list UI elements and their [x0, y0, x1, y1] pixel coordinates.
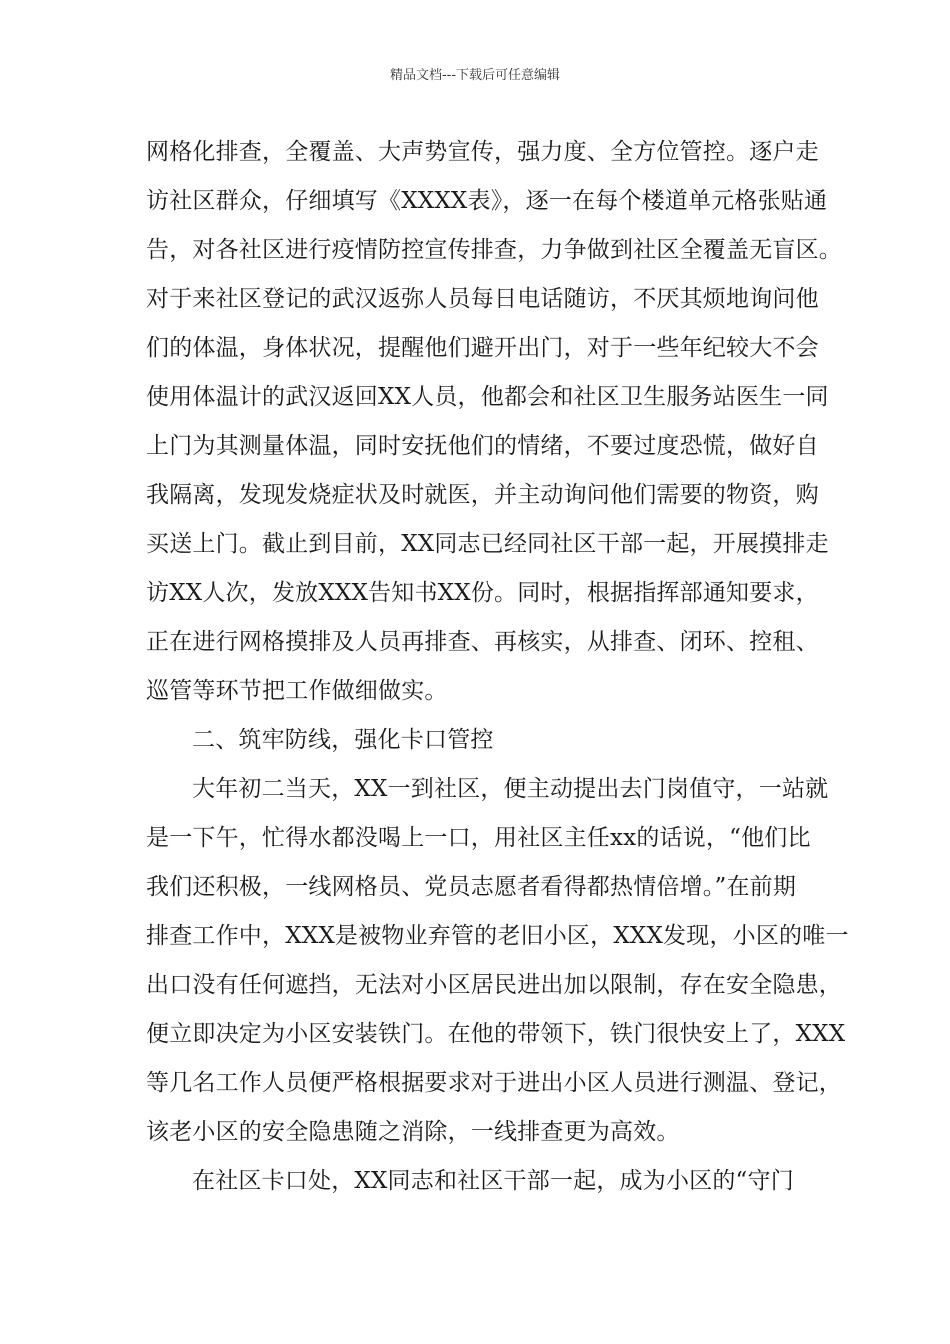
text-line: 便立即决定为小区安装铁门。在他的带领下，铁门很快安上了，XXX: [146, 1021, 846, 1047]
text-line: 我们还积极，一线网格员、党员志愿者看得都热情倍增。”在前期: [146, 874, 797, 900]
paragraph-start-line: 在社区卡口处，XX同志和社区干部一起，成为小区的“守门: [192, 1168, 794, 1194]
text-line: 使用体温计的武汉返回XX人员，他都会和社区卫生服务站医生一同: [146, 384, 829, 410]
text-line: 等几名工作人员便严格根据要求对于进出小区人员进行测温、登记，: [146, 1070, 842, 1096]
section-heading: 二、筑牢防线，强化卡口管控: [192, 727, 494, 753]
text-line: 访社区群众，仔细填写《XXXX表》，逐一在每个楼道单元格张贴通: [146, 188, 828, 214]
text-line: 告，对各社区进行疫情防控宣传排查，力争做到社区全覆盖无盲区。: [146, 237, 842, 263]
text-line: 们的体温，身体状况，提醒他们避开出门，对于一些年纪较大不会: [146, 335, 819, 361]
text-line: 访XX人次，发放XXX告知书XX份。同时，根据指挥部通知要求，: [146, 580, 819, 606]
page-header: 精品文档---下载后可任意编辑: [389, 68, 561, 83]
text-line: 上门为其测量体温，同时安抚他们的情绪，不要过度恐慌，做好自: [146, 433, 819, 459]
text-line: 买送上门。截止到目前，XX同志已经同社区干部一起，开展摸排走: [146, 531, 829, 557]
text-line: 巡管等环节把工作做细做实。: [146, 678, 448, 704]
text-line: 正在进行网格摸排及人员再排查、再核实，从排查、闭环、控租、: [146, 629, 819, 655]
text-line: 出口没有任何遮挡，无法对小区居民进出加以限制，存在安全隐患，: [146, 972, 842, 998]
text-line: 该老小区的安全隐患随之消除，一线排查更为高效。: [146, 1119, 680, 1145]
paragraph-start-line: 大年初二当天，XX一到社区，便主动提出去门岗值守，一站就: [192, 776, 829, 802]
text-line: 对于来社区登记的武汉返弥人员每日电话随访，不厌其烦地询问他: [146, 286, 819, 312]
document-body: [146, 134, 849, 1212]
text-line: 网格化排查，全覆盖、大声势宣传，强力度、全方位管控。逐户走: [146, 139, 819, 165]
text-line: 是一下午，忙得水都没喝上一口，用社区主任xx的话说，“他们比: [146, 825, 811, 851]
text-line: 我隔离，发现发烧症状及时就医，并主动询问他们需要的物资，购: [146, 482, 819, 508]
text-line: 排查工作中，XXX是被物业弃管的老旧小区，XXX发现，小区的唯一: [146, 923, 849, 949]
